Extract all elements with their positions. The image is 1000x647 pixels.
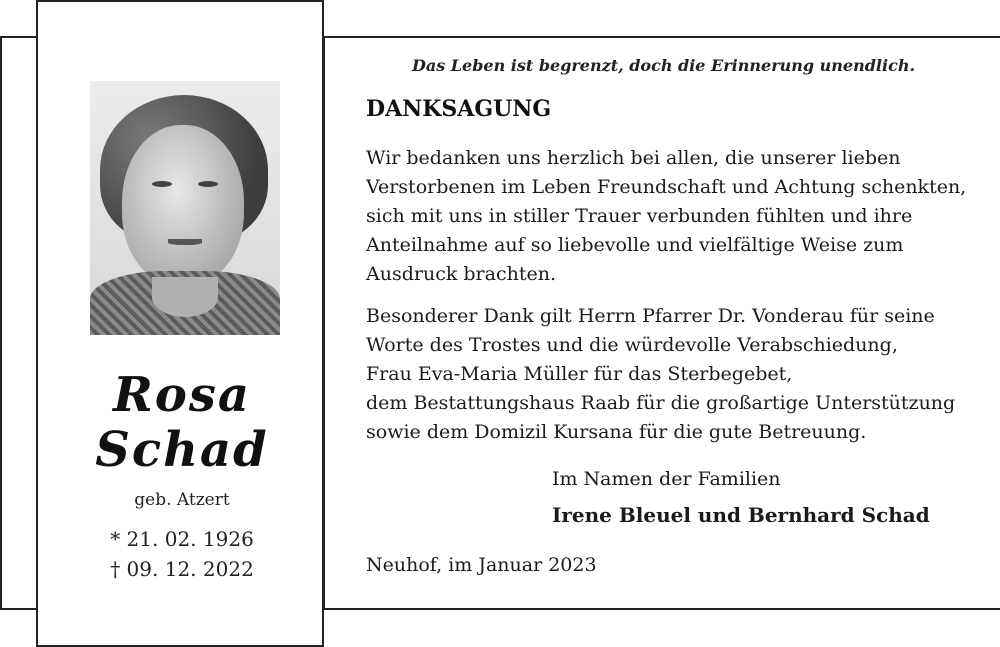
motto: Das Leben ist begrenzt, doch die Erinnerung unendlich.	[411, 56, 916, 75]
last-name: Schad	[95, 422, 269, 478]
portrait-photo	[90, 81, 280, 335]
signature-names: Irene Bleuel und Bernhard Schad	[552, 503, 930, 527]
paragraph-line: Anteilnahme auf so liebevolle und vielfältige Weise zum	[366, 234, 904, 256]
paragraph-line: Frau Eva-Maria Müller für das Sterbegebet,	[366, 363, 793, 385]
thanks-paragraph	[366, 144, 976, 289]
paragraph-line: dem Bestattungshaus Raab für die großartige Unterstützung	[366, 392, 956, 414]
paragraph-line: Worte des Trostes und die würdevolle Verabschiedung,	[366, 334, 898, 356]
signature-intro: Im Namen der Familien	[552, 468, 781, 490]
paragraph-line: sich mit uns in stiller Trauer verbunden fühlten und ihre	[366, 205, 913, 227]
paragraph-line: Wir bedanken uns herzlich bei allen, die unserer lieben	[366, 147, 901, 169]
birth-date: * 21. 02. 1926	[110, 527, 254, 551]
first-name: Rosa	[112, 367, 252, 423]
death-date: † 09. 12. 2022	[110, 557, 254, 581]
portrait-panel	[36, 0, 324, 647]
text-panel	[323, 38, 1000, 608]
place-date: Neuhof, im Januar 2023	[366, 554, 597, 576]
heading: DANKSAGUNG	[366, 96, 552, 122]
paragraph-line: Ausdruck brachten.	[366, 263, 556, 285]
special-thanks-paragraph	[366, 302, 976, 447]
paragraph-line: Besonderer Dank gilt Herrn Pfarrer Dr. Vonderau für seine	[366, 305, 935, 327]
paragraph-line: Verstorbenen im Leben Freundschaft und Achtung schenkten,	[366, 176, 967, 198]
birth-name: geb. Atzert	[134, 490, 230, 510]
paragraph-line: sowie dem Domizil Kursana für die gute Betreuung.	[366, 421, 867, 443]
